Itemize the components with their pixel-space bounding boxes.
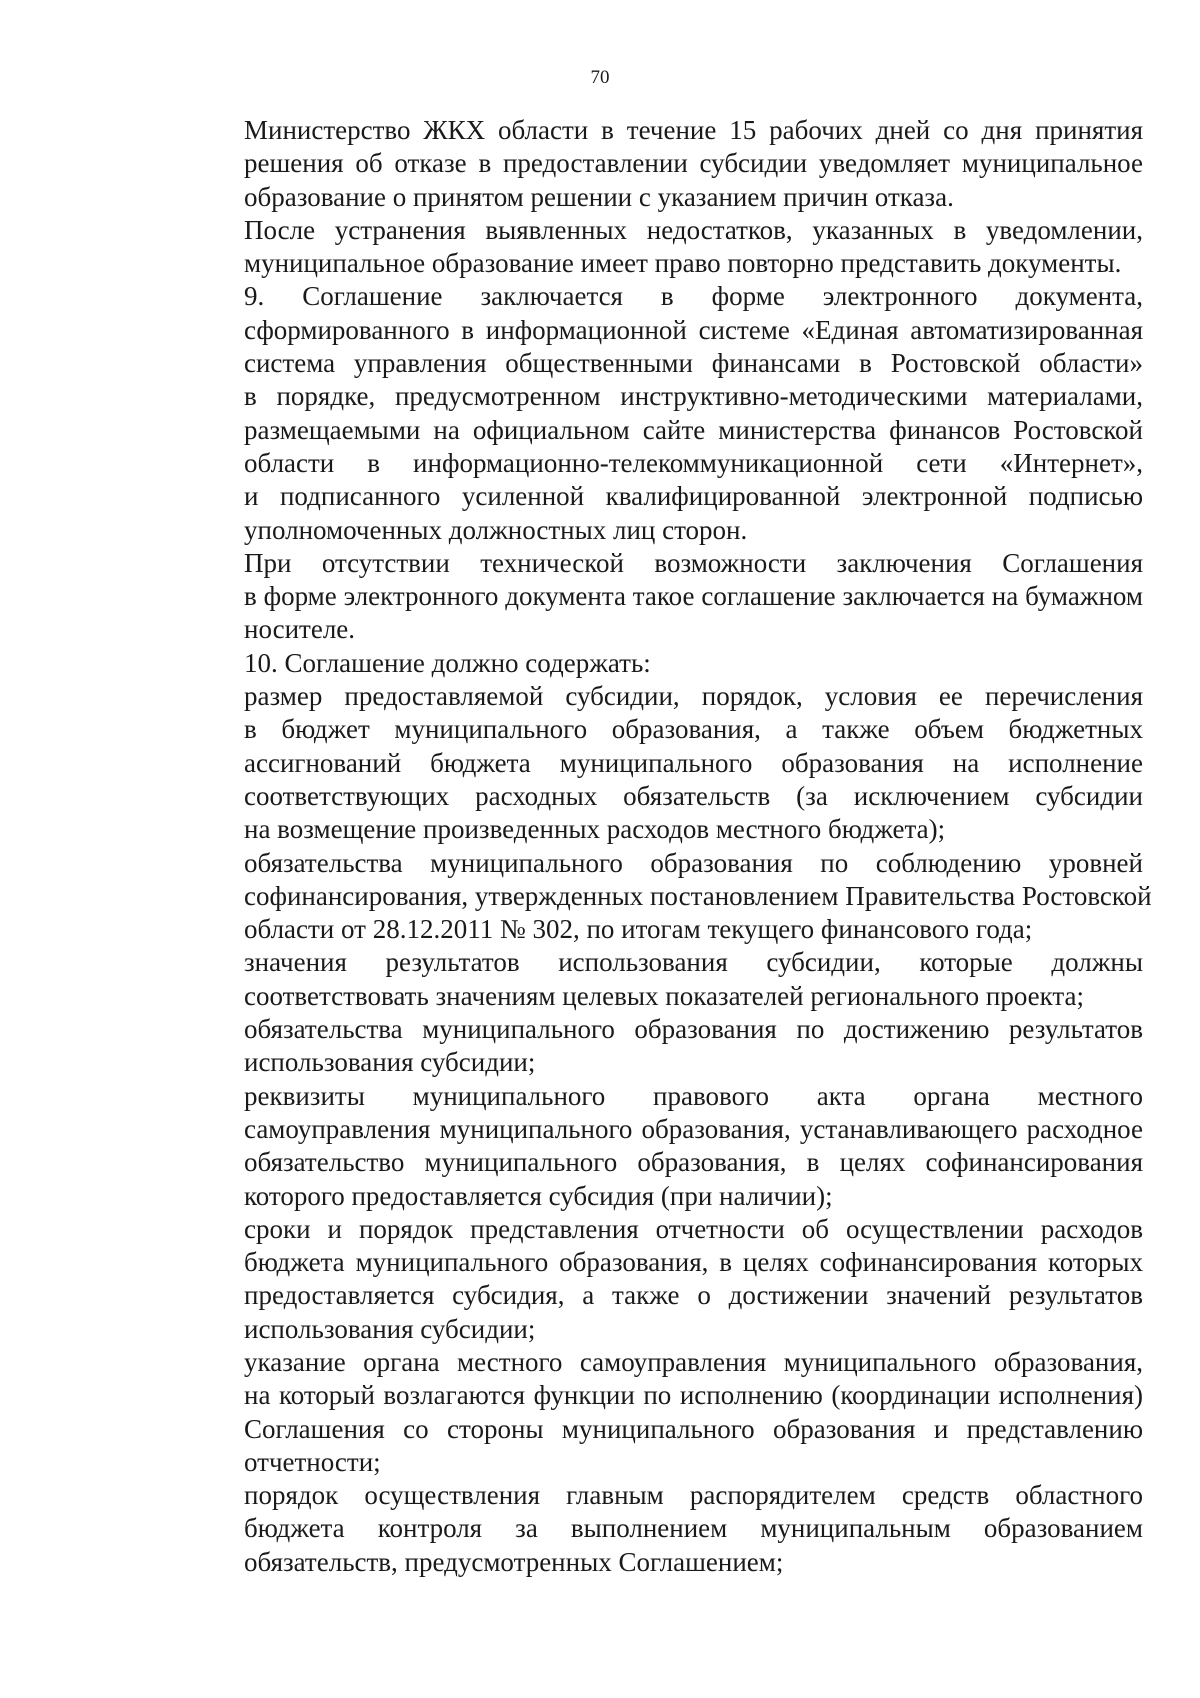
paragraph-item-9 xyxy=(173,280,1143,546)
paragraph-control-procedure xyxy=(173,1479,1143,1579)
paragraph-result-values xyxy=(173,946,1143,1013)
text-line: После устранения выявленных недостатков, указанных в уведомлении, xyxy=(244,214,1143,245)
text-line: реквизиты муниципального правового акта органа местного xyxy=(244,1080,1143,1111)
text-line: 10. Соглашение должно содержать: xyxy=(244,647,651,678)
paragraph-reporting-terms xyxy=(173,1213,1143,1346)
text-line: на возмещение произведенных расходов местного бюджета); xyxy=(244,814,946,845)
text-line: и подписанного усиленной квалифицированной электронной подписью xyxy=(244,481,1143,512)
paragraph-cofinancing-levels xyxy=(173,847,1152,947)
text-line: на который возлагаются функции по исполнению (координации исполнения) xyxy=(244,1380,1143,1411)
text-line: самоуправления муниципального образования, устанавливающего расходное xyxy=(244,1113,1143,1144)
paragraph-paper-agreement xyxy=(173,547,1143,647)
text-line: в форме электронного документа такое соглашение заключается на бумажном xyxy=(244,581,1143,612)
text-line: использования субсидии; xyxy=(244,1313,536,1344)
text-line: 9. Соглашение заключается в форме электронного документа, xyxy=(244,281,1143,312)
paragraph-refusal-notice xyxy=(173,114,1143,214)
text-line: При отсутствии технической возможности заключения Соглашения xyxy=(244,547,1143,578)
text-line: система управления общественными финансами в Ростовской области» xyxy=(244,348,1143,379)
text-line: сроки и порядок представления отчетности об осуществлении расходов xyxy=(244,1213,1143,1244)
text-line: софинансирования, утвержденных постановлением Правительства Ростовской xyxy=(244,880,1152,911)
text-line: обязательства муниципального образования по достижению результатов xyxy=(244,1014,1143,1045)
text-line: образование о принятом решении с указанием причин отказа. xyxy=(244,181,954,212)
document-body xyxy=(173,114,1152,1579)
text-line: соответствовать значениям целевых показателей регионального проекта; xyxy=(244,980,1085,1011)
text-line: области в информационно-телекоммуникационной сети «Интернет», xyxy=(244,447,1143,478)
text-line: обязательство муниципального образования, в целях софинансирования xyxy=(244,1147,1143,1178)
text-line: соответствующих расходных обязательств (за исключением субсидии xyxy=(244,780,1143,811)
text-line: порядок осуществления главным распорядителем средств областного xyxy=(244,1480,1143,1511)
text-line: размер предоставляемой субсидии, порядок, условия ее перечисления xyxy=(244,681,1143,712)
text-line: предоставляется субсидия, а также о достижении значений результатов xyxy=(244,1280,1143,1311)
text-line: решения об отказе в предоставлении субсидии уведомляет муниципальное xyxy=(244,148,1143,179)
text-line: размещаемыми на официальном сайте министерства финансов Ростовской xyxy=(244,414,1143,445)
paragraph-resubmission xyxy=(173,214,1143,281)
text-line: области от 28.12.2011 № 302, по итогам текущего финансового года; xyxy=(244,914,1033,945)
text-line: обязательства муниципального образования по соблюдению уровней xyxy=(244,847,1143,878)
text-line: муниципальное образование имеет право повторно представить документы. xyxy=(244,248,1122,279)
text-line: в бюджет муниципального образования, а также объем бюджетных xyxy=(244,714,1143,745)
text-line: указание органа местного самоуправления муниципального образования, xyxy=(244,1346,1143,1377)
text-line: которого предоставляется субсидия (при наличии); xyxy=(244,1180,833,1211)
text-line: уполномоченных должностных лиц сторон. xyxy=(244,514,748,545)
paragraph-responsible-body xyxy=(173,1346,1143,1479)
text-line: Соглашения со стороны муниципального образования и представлению xyxy=(244,1413,1143,1444)
paragraph-legal-act-details xyxy=(173,1080,1143,1213)
paragraph-result-obligations xyxy=(173,1013,1143,1080)
text-line: использования субсидии; xyxy=(244,1047,536,1078)
text-line: сформированного в информационной системе «Единая автоматизированная xyxy=(244,314,1143,345)
text-line: отчетности; xyxy=(244,1446,381,1477)
page-number: 70 xyxy=(590,67,610,88)
text-line: в порядке, предусмотренном инструктивно-методическими материалами, xyxy=(244,381,1143,412)
text-line: Министерство ЖКХ области в течение 15 рабочих дней со дня принятия xyxy=(244,115,1143,145)
paragraph-item-10 xyxy=(173,647,1143,680)
text-line: бюджета контроля за выполнением муниципальным образованием xyxy=(244,1513,1143,1544)
text-line: бюджета муниципального образования, в целях софинансирования которых xyxy=(244,1247,1143,1278)
text-line: значения результатов использования субсидии, которые должны xyxy=(244,947,1143,978)
text-line: носителе. xyxy=(244,614,356,645)
text-line: обязательств, предусмотренных Соглашением; xyxy=(244,1546,784,1577)
paragraph-subsidy-size xyxy=(173,680,1143,846)
text-line: ассигнований бюджета муниципального образования на исполнение xyxy=(244,747,1143,778)
